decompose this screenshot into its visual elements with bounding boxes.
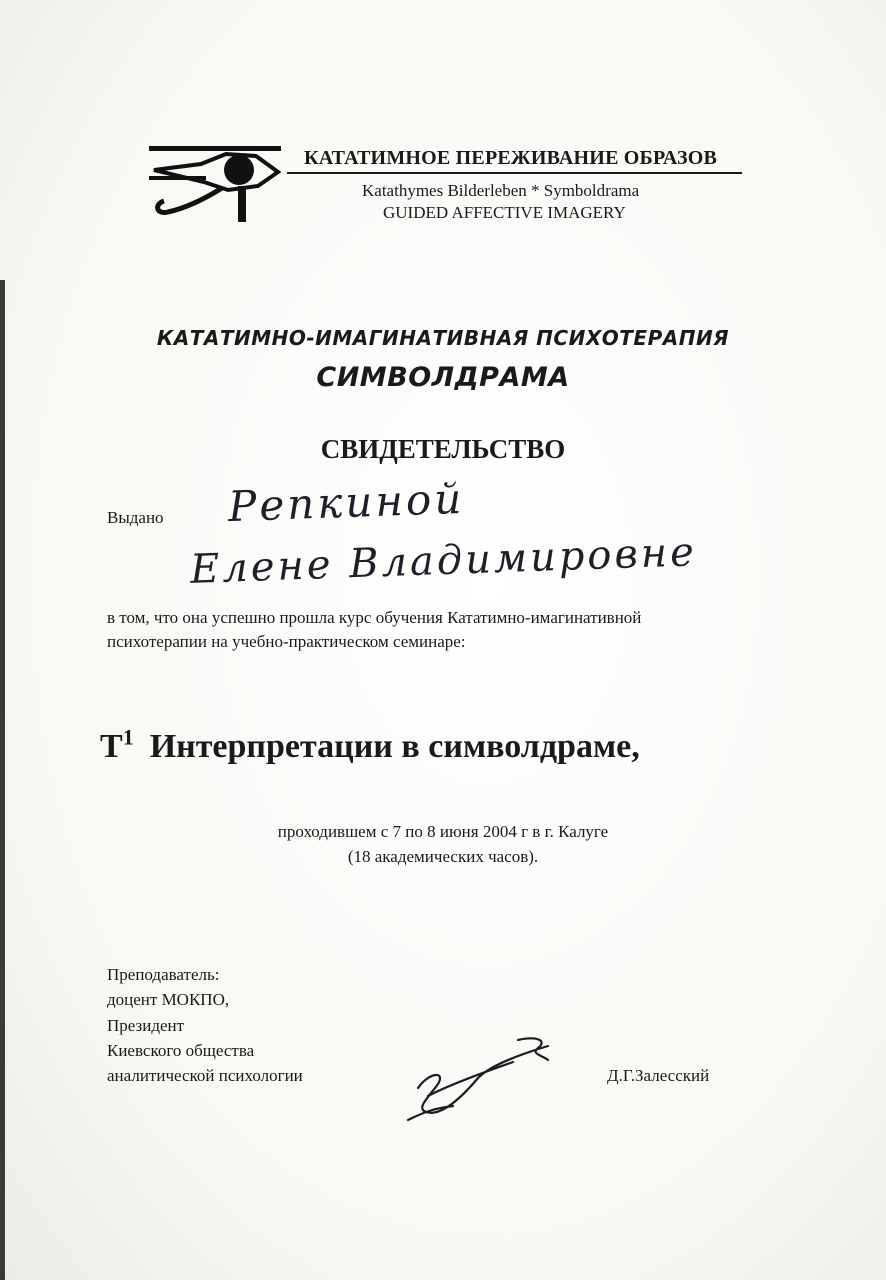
eye-of-horus-icon: [146, 128, 286, 228]
teacher-society: Киевского общества: [107, 1041, 255, 1060]
therapy-name-heading: КАТАТИМНО-ИМАГИНАТИВНАЯ ПСИХОТЕРАПИЯ: [156, 326, 730, 350]
course-name: Интерпретации в символдраме,: [149, 728, 640, 765]
course-superscript: 1: [122, 724, 134, 750]
recipient-name-handwritten: Елене Владимировне: [189, 529, 698, 593]
recipient-surname-handwritten: Репкиной: [227, 473, 466, 532]
issued-label: Выдано: [107, 508, 164, 527]
certificate-statement: [107, 606, 787, 654]
teacher-society-field: аналитической психологии: [107, 1066, 303, 1085]
teacher-position: Президент: [107, 1016, 185, 1035]
certificate-title: СВИДЕТЕЛЬСТВО: [320, 434, 566, 464]
organization-title: КАТАТИМНОЕ ПЕРЕЖИВАНИЕ ОБРАЗОВ: [304, 147, 718, 169]
title-underline: [287, 172, 742, 174]
course-prefix: Т: [100, 728, 123, 765]
teacher-title: доцент МОКПО,: [107, 990, 230, 1009]
statement-line-1: в том, что она успешно прошла курс обучения Кататимно-имагинативной: [107, 608, 642, 627]
teacher-label: Преподаватель:: [107, 965, 220, 984]
symboldrama-heading: СИМВОЛДРАМА: [316, 362, 570, 393]
course-title: [100, 724, 640, 766]
organization-subtitle: Katathymes Bilderleben * Symboldrama: [362, 181, 640, 200]
statement-line-2: психотерапии на учебно-практическом семинаре:: [107, 632, 466, 651]
seminar-dates: проходившем с 7 по 8 июня 2004 г в г. Калуге: [277, 822, 609, 841]
scan-edge: [0, 280, 5, 1280]
signature: [398, 1028, 558, 1128]
seminar-hours: (18 академических часов).: [347, 847, 539, 866]
organization-subtitle-english: GUIDED AFFECTIVE IMAGERY: [383, 203, 626, 222]
signer-name: Д.Г.Залесский: [607, 1066, 710, 1085]
